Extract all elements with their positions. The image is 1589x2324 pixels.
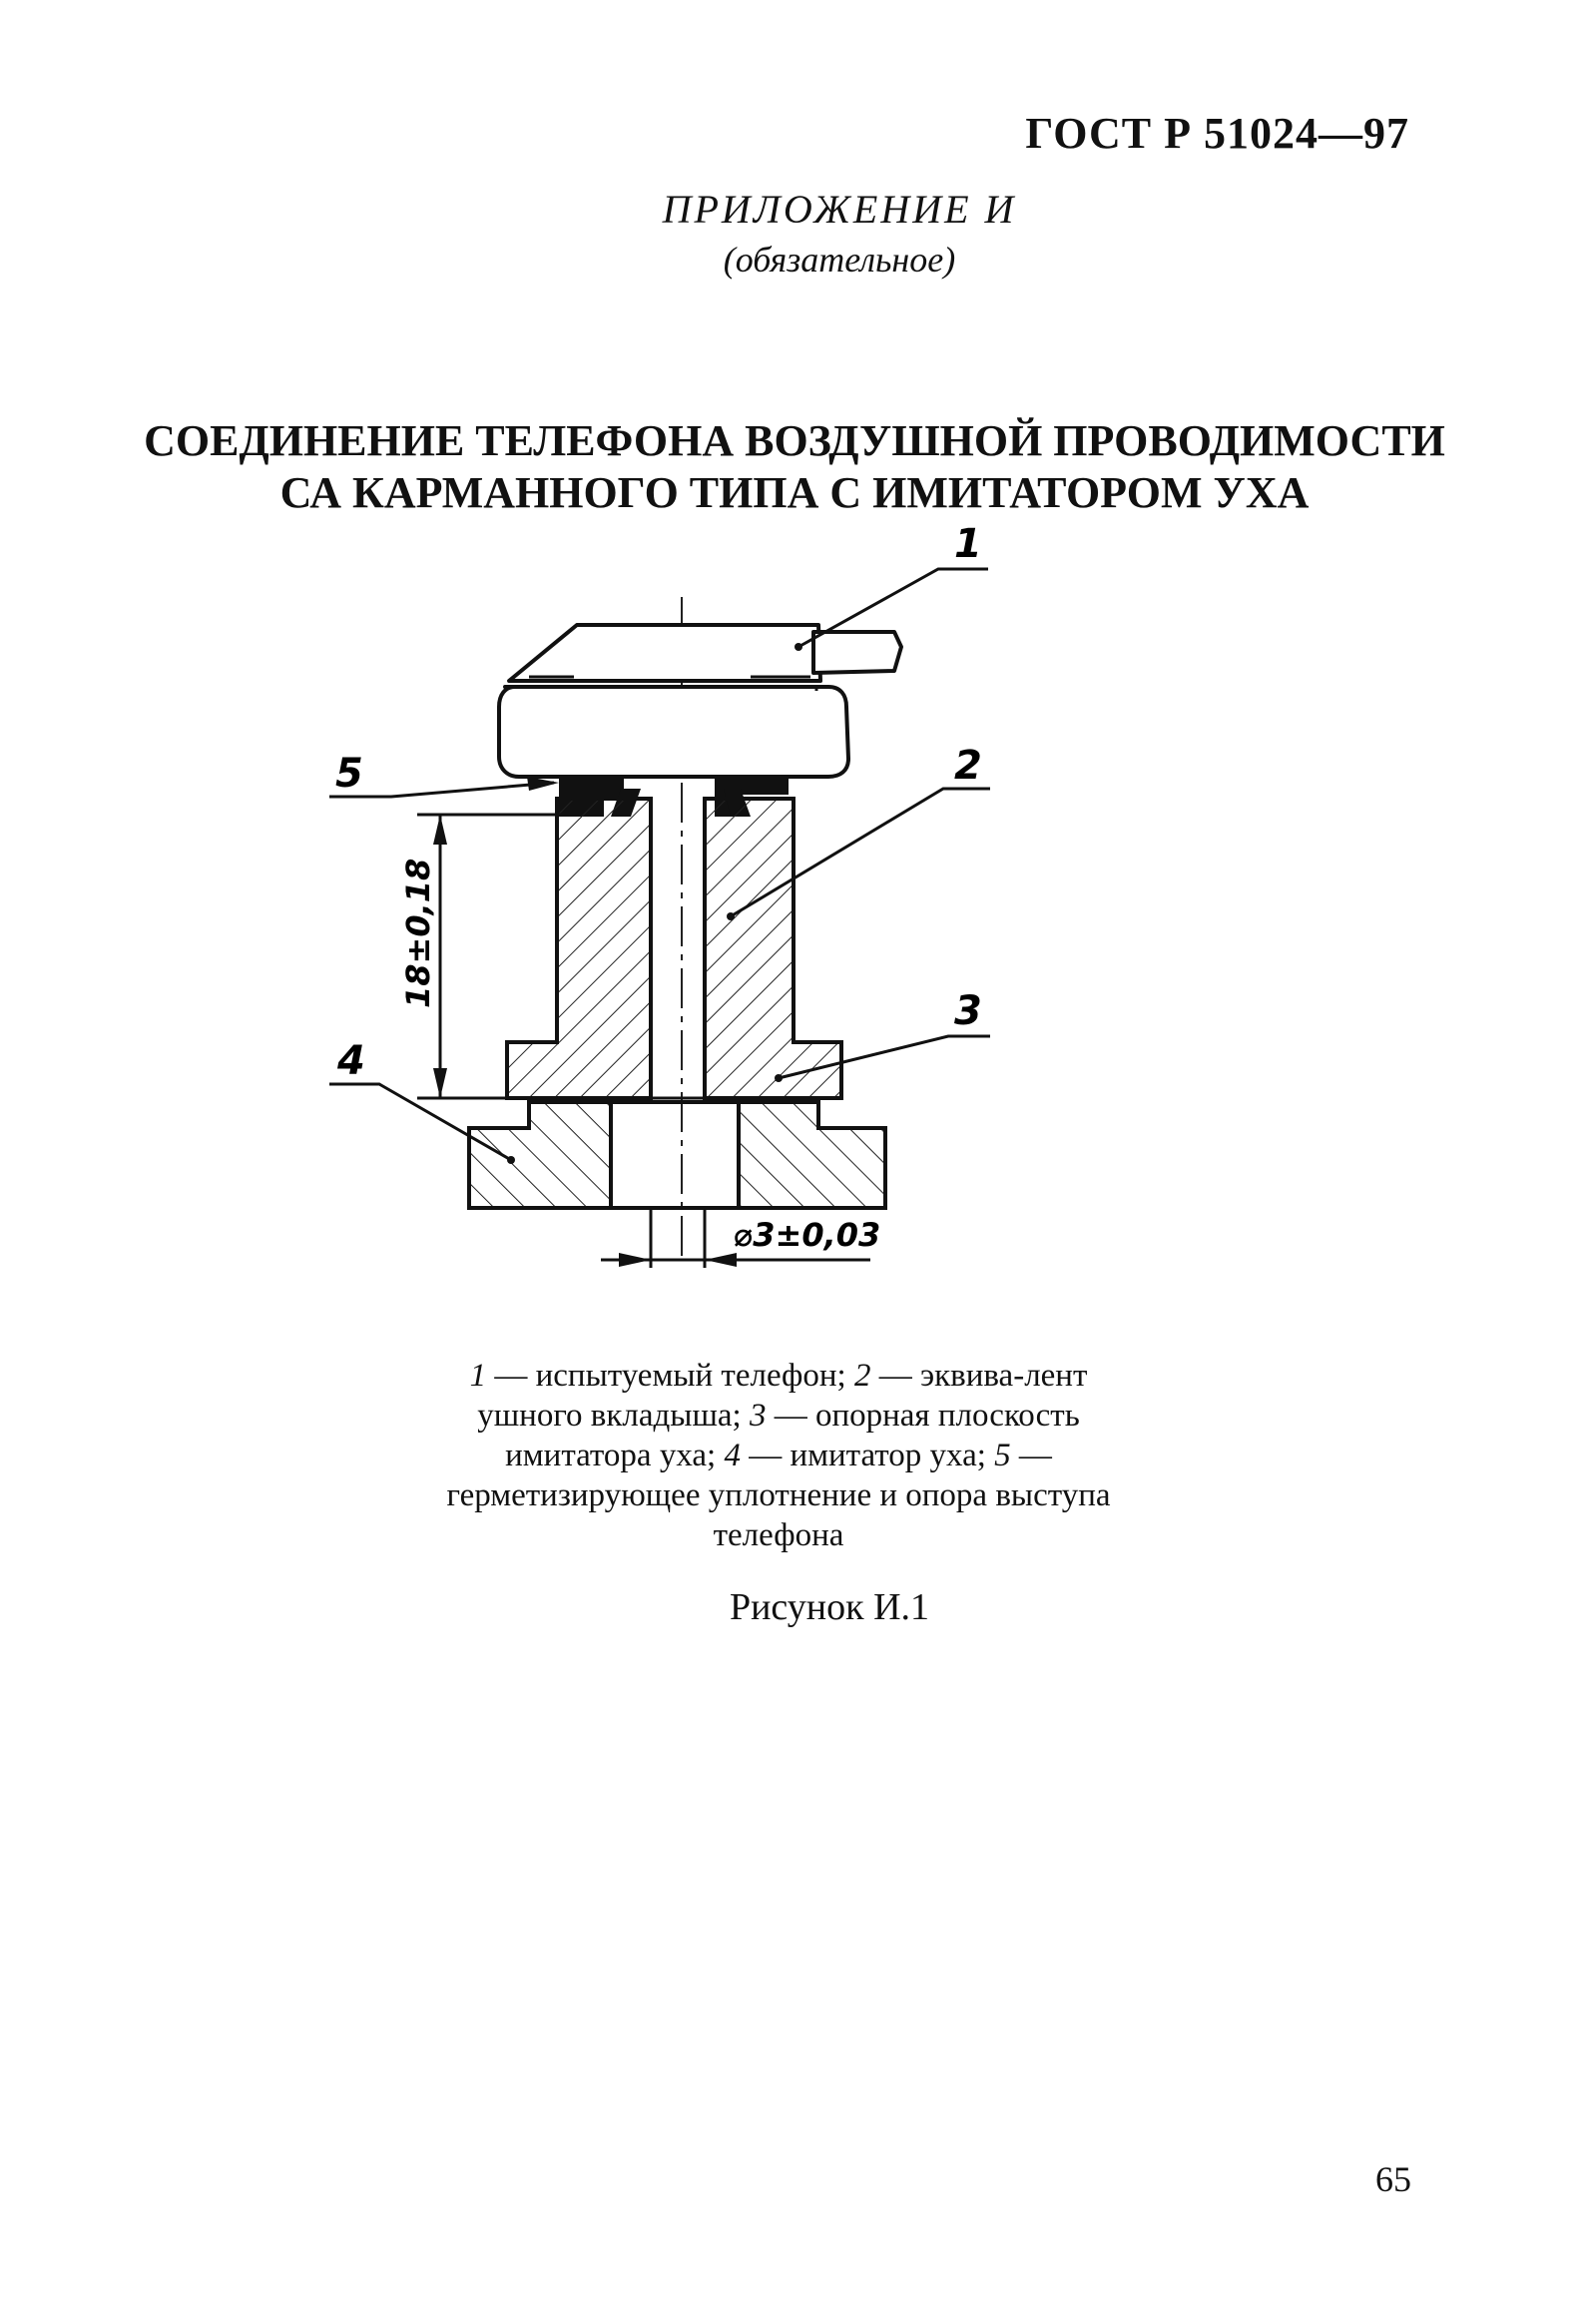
ear-insert: [507, 799, 841, 1098]
caption-text-5: — герметизирующее уплотнение и опора выступа телефона: [446, 1438, 1111, 1553]
page-number: 65: [1375, 2159, 1411, 2199]
caption-num-1: 1: [469, 1358, 487, 1394]
caption-text-3: — опорная плоскость имитатора уха;: [505, 1398, 1080, 1473]
callout-3: 3: [954, 988, 982, 1034]
standard-code: ГОСТ Р 51024—97: [1025, 109, 1409, 158]
callout-2: 2: [954, 743, 982, 789]
callout-4: 4: [337, 1038, 365, 1084]
callout-1: 1: [954, 521, 982, 567]
caption-text-2: — эквива-лент ушного вкладыша;: [477, 1358, 1088, 1434]
phone-body: [499, 625, 901, 777]
callout-5: 5: [335, 751, 363, 797]
caption-num-2: 2: [853, 1358, 871, 1394]
title-line-1: СОЕДИНЕНИЕ ТЕЛЕФОНА ВОЗДУШНОЙ ПРОВОДИМОСТИ: [144, 416, 1445, 465]
ear-simulator: [469, 1102, 885, 1208]
caption-num-4: 4: [724, 1438, 741, 1473]
figure-caption: [429, 1356, 1128, 1555]
caption-num-5: 5: [994, 1438, 1011, 1473]
appendix-status: (обязательное): [723, 240, 956, 280]
height-dimension-label: 18±0,18: [399, 858, 437, 1008]
diameter-dimension-label: ⌀3±0,03: [734, 1216, 881, 1254]
figure-label: Рисунок И.1: [729, 1586, 930, 1628]
appendix-title: ПРИЛОЖЕНИЕ И: [662, 187, 1017, 232]
title-line-2: СА КАРМАННОГО ТИПА С ИМИТАТОРОМ УХА: [279, 468, 1310, 517]
caption-num-3: 3: [749, 1398, 767, 1434]
caption-text-1: — испытуемый телефон;: [486, 1358, 854, 1394]
caption-text-4: — имитатор уха;: [740, 1438, 995, 1473]
